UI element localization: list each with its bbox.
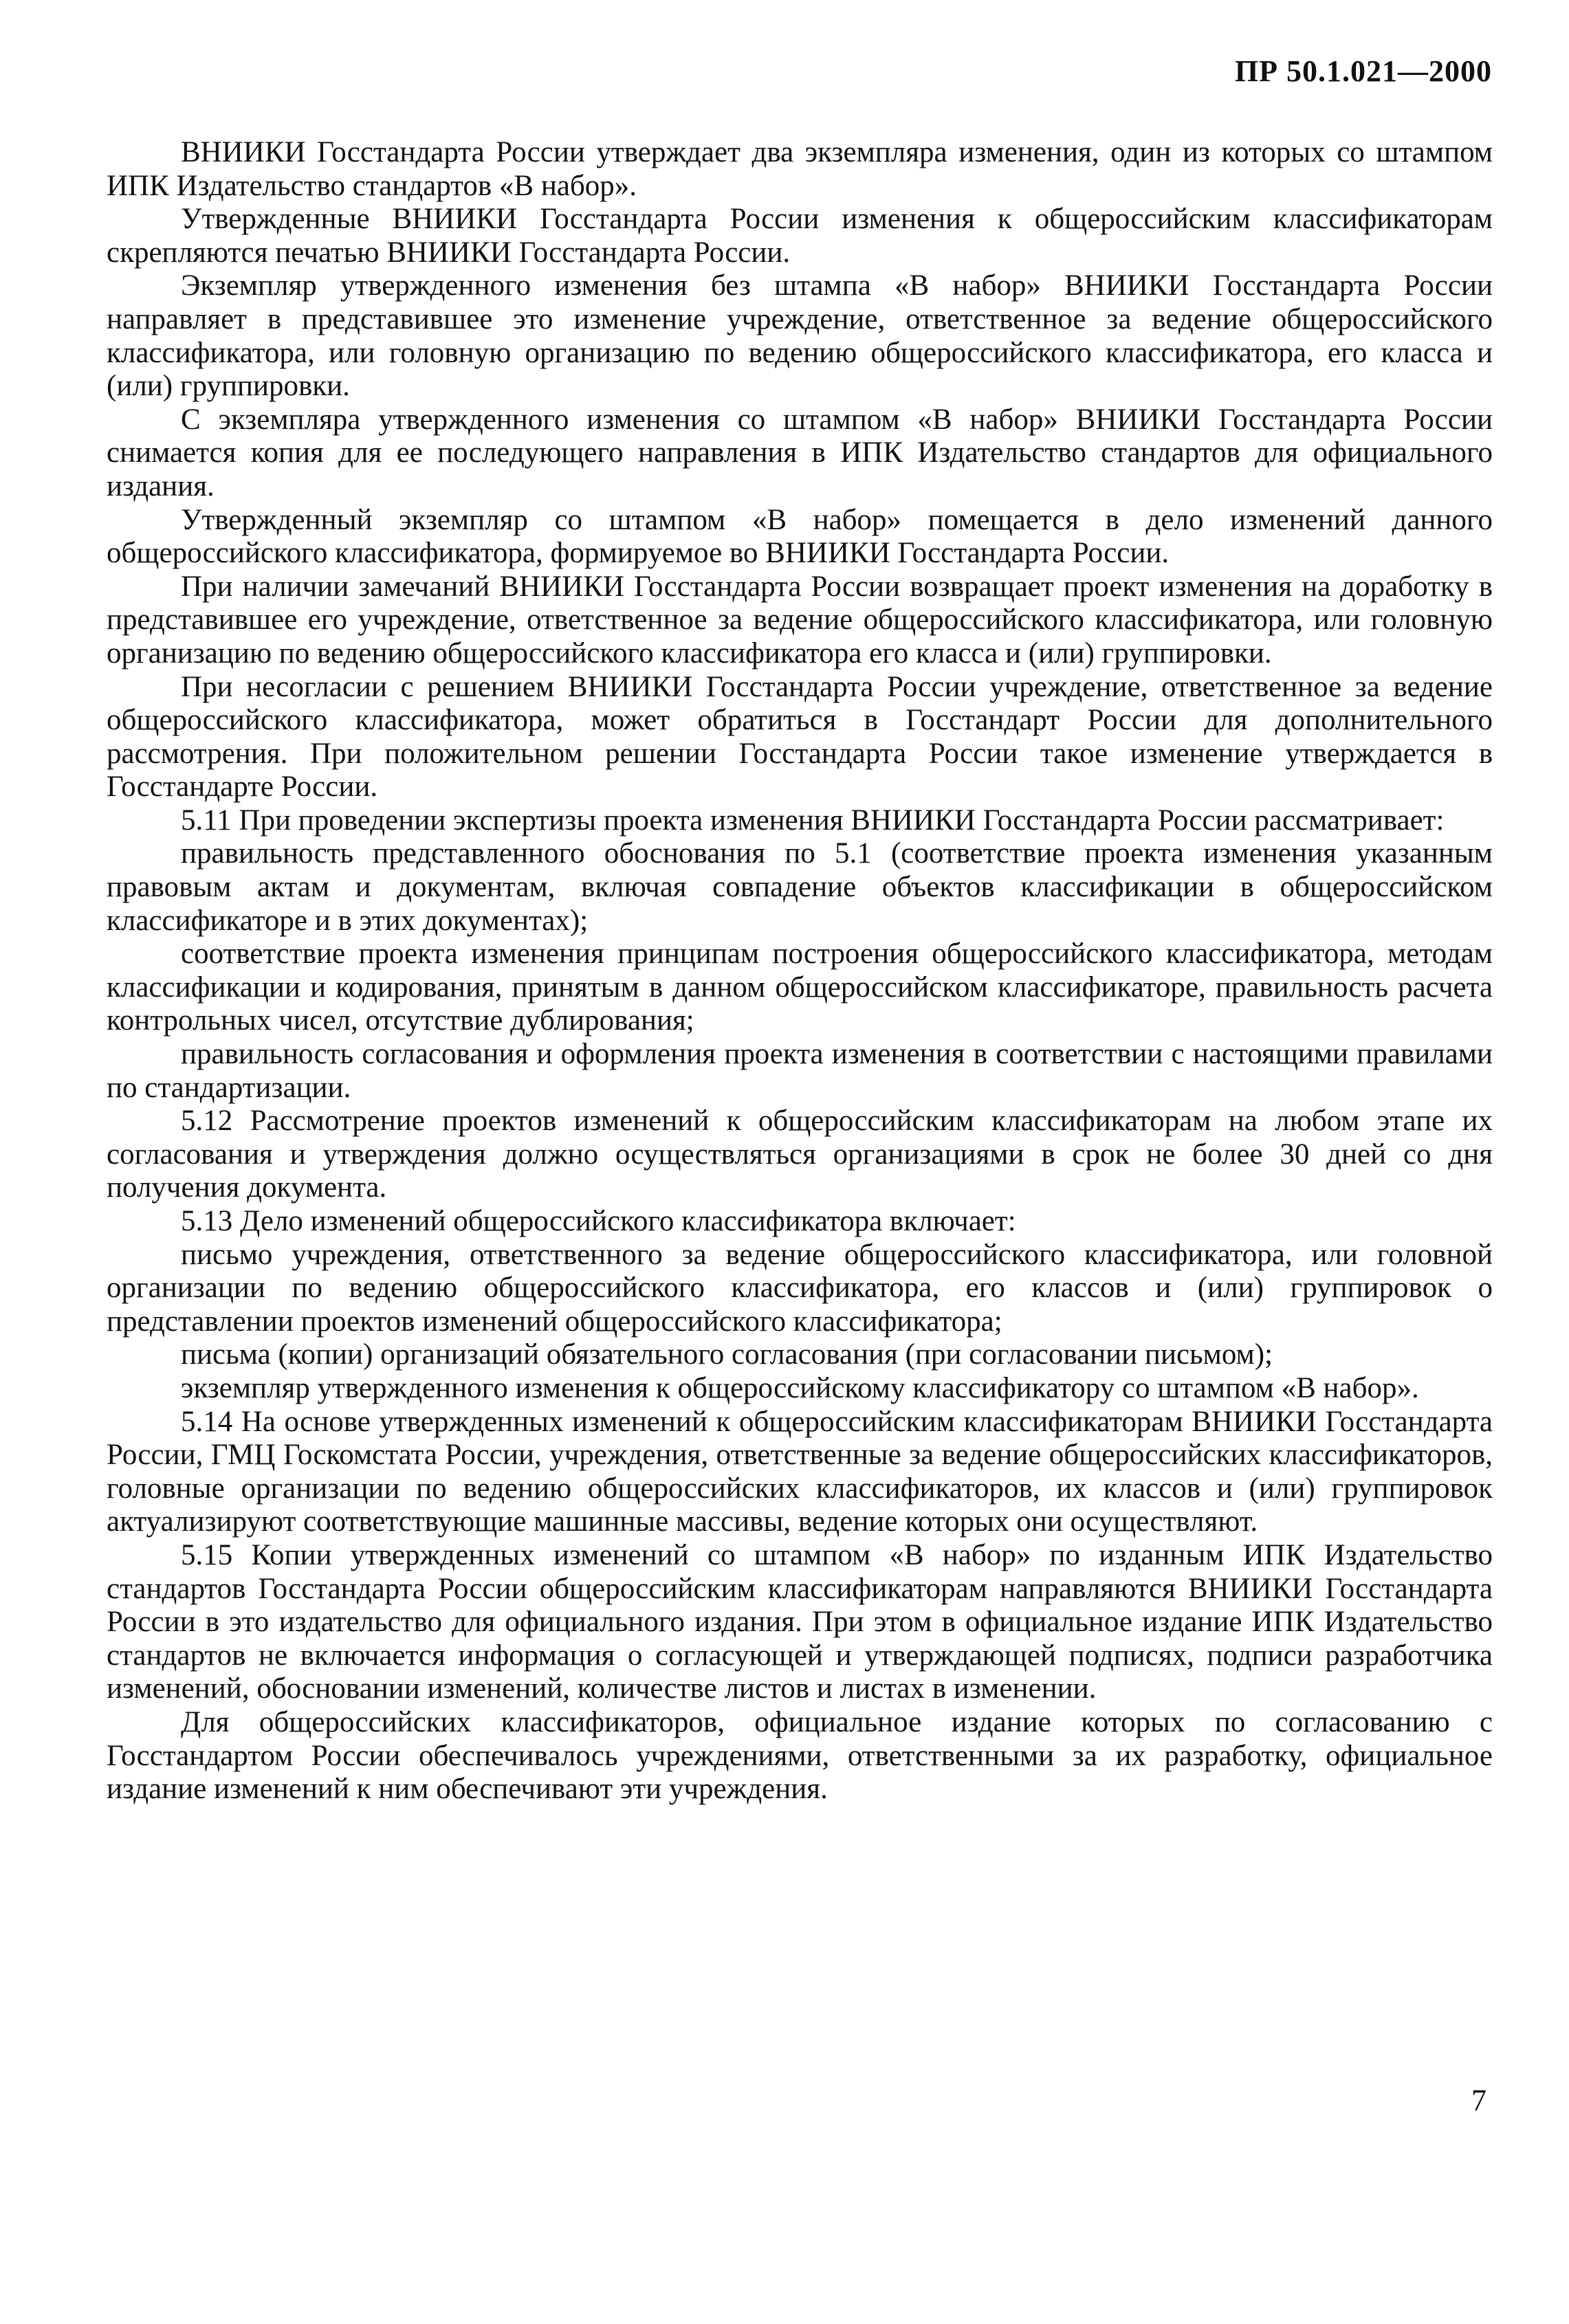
section-5-14-paragraph: 5.14 На основе утвержденных изменений к общероссийским классификаторам ВНИИКИ Госстандарта России, ГМЦ Госкомстата России, учреждения, ответственные за ведение общероссийских классификаторов, головные организации по ведению общероссийских классификаторов, их классов и (или) группировок актуализируют соответствующие машинные массивы, ведение которых они осуществляют. (107, 1405, 1493, 1538)
paragraph: Утвержденный экземпляр со штампом «В набор» помещается в дело изменений данного общероссийского классификатора, формируемое во ВНИИКИ Госстандарта России. (107, 503, 1493, 570)
paragraph: ВНИИКИ Госстандарта России утверждает два экземпляра изменения, один из которых со штампом ИПК Издательство стандартов «В набор». (107, 136, 1493, 202)
paragraph: Экземпляр утвержденного изменения без штампа «В набор» ВНИИКИ Госстандарта России направляет в представившее это изменение учреждение, ответственное за ведение общероссийского классификатора, или головную организацию по ведению общероссийского классификатора, его класса и (или) группировки. (107, 269, 1493, 403)
document-body (107, 136, 1493, 1806)
list-item-paragraph: соответствие проекта изменения принципам построения общероссийского классификатора, методам классификации и кодирования, принятым в данном общероссийском классификаторе, правильность расчета контрольных чисел, отсутствие дублирования; (107, 938, 1493, 1037)
paragraph: Утвержденные ВНИИКИ Госстандарта России изменения к общероссийским классификаторам скрепляются печатью ВНИИКИ Госстандарта России. (107, 203, 1493, 269)
section-5-15-paragraph: 5.15 Копии утвержденных изменений со штампом «В набор» по изданным ИПК Издательство стандартов Госстандарта России общероссийским классификаторам направляются ВНИИКИ Госстандарта России в это издательство для официального издания. При этом в официальное издание ИПК Издательство стандартов не включается информация о согласующей и утверждающей подписях, подписи разработчика изменений, обосновании изменений, количестве листов и листах в изменении. (107, 1538, 1493, 1705)
list-item-paragraph: правильность представленного обоснования по 5.1 (соответствие проекта изменения указанным правовым актам и документам, включая совпадение объектов классификации в общероссийском классификаторе и в этих документах); (107, 837, 1493, 937)
section-5-11-paragraph: 5.11 При проведении экспертизы проекта изменения ВНИИКИ Госстандарта России рассматривает: (181, 804, 1445, 837)
section-5-13-paragraph: 5.13 Дело изменений общероссийского классификатора включает: (181, 1205, 1016, 1237)
list-item-paragraph: экземпляр утвержденного изменения к общероссийскому классификатору со штампом «В набор». (181, 1371, 1419, 1404)
page-number: 7 (1471, 2083, 1486, 2117)
document-code-header: ПР 50.1.021—2000 (1234, 54, 1492, 88)
list-item-paragraph: письмо учреждения, ответственного за ведение общероссийского классификатора, или головной организации по ведению общероссийского классификатора, его классов и (или) группировок о представлении проектов изменений общероссийского классификатора; (107, 1238, 1493, 1338)
paragraph: Для общероссийских классификаторов, официальное издание которых по согласованию с Госстандартом России обеспечивалось учреждениями, ответственными за их разработку, официальное издание изменений к ним обеспечивают эти учреждения. (107, 1705, 1493, 1806)
paragraph: При наличии замечаний ВНИИКИ Госстандарта России возвращает проект изменения на доработку в представившее его учреждение, ответственное за ведение общероссийского классификатора, или головную организацию по ведению общероссийского классификатора его класса и (или) группировки. (107, 570, 1493, 669)
list-item-paragraph: письма (копии) организаций обязательного согласования (при согласовании письмом); (181, 1338, 1273, 1371)
list-item-paragraph: правильность согласования и оформления проекта изменения в соответствии с настоящими правилами по стандартизации. (107, 1038, 1493, 1104)
section-5-12-paragraph: 5.12 Рассмотрение проектов изменений к общероссийским классификаторам на любом этапе их согласования и утверждения должно осуществляться организациями в срок не более 30 дней со дня получения документа. (107, 1105, 1493, 1204)
paragraph: С экземпляра утвержденного изменения со штампом «В набор» ВНИИКИ Госстандарта России снимается копия для ее последующего направления в ИПК Издательство стандартов для официального издания. (107, 403, 1493, 502)
paragraph: При несогласии с решением ВНИИКИ Госстандарта России учреждение, ответственное за ведение общероссийского классификатора, может обратиться в Госстандарт России для дополнительного рассмотрения. При положительном решении Госстандарта России такое изменение утверждается в Госстандарте России. (107, 670, 1493, 804)
